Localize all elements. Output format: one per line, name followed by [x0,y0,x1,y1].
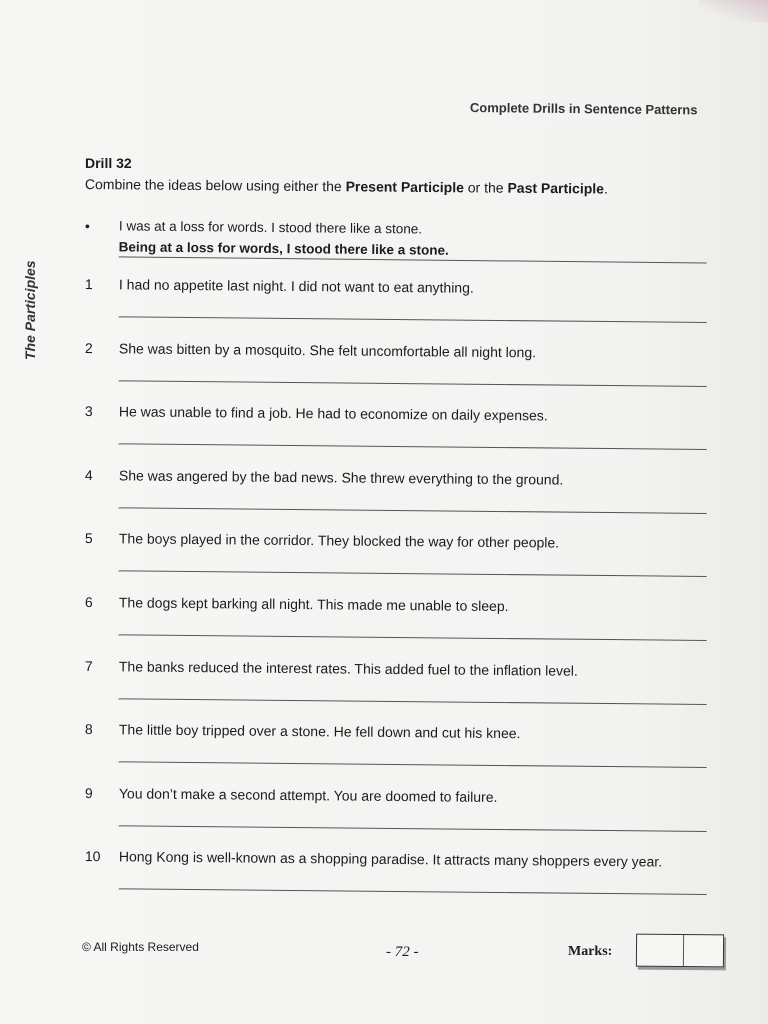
exercise-number: 3 [84,403,93,420]
answer-line[interactable] [119,571,707,578]
exercise-prompt: The dogs kept barking all night. This made me unable to sleep. [118,594,509,615]
exercise-item [84,785,725,851]
answer-line[interactable] [119,889,707,896]
exercise-item [84,403,725,469]
exercise-number: 5 [84,530,93,547]
exercise-number: 2 [84,339,93,356]
marks-box[interactable] [636,934,724,968]
instruction-past-participle: Past Participle [507,179,605,197]
example-answer: Being at a loss for words, I stood there like a stone. [118,239,449,258]
exercise-number: 8 [84,721,93,738]
exercise-item [84,276,725,342]
answer-line[interactable] [119,507,707,514]
exercise-prompt: She was angered by the bad news. She threw everything to the ground. [118,467,564,488]
instruction-text-pre: Combine the ideas below using either the [84,176,346,195]
exercise-number: 4 [84,466,93,483]
copyright-notice: © All Rights Reserved [82,940,199,954]
exercise-item [84,721,725,787]
exercise-number: 7 [84,657,93,674]
example-item [84,218,710,258]
drill-instruction [85,176,608,197]
exercise-item [84,658,725,724]
exercise-prompt: The banks reduced the interest rates. This added fuel to the inflation level. [118,657,578,679]
exercise-prompt: She was bitten by a mosquito. She felt uncomfortable all night long. [118,339,537,360]
exercise-item [84,530,725,596]
answer-line[interactable] [119,444,707,451]
exercise-prompt: The boys played in the corridor. They blocked the way for other people. [118,530,560,551]
answer-line[interactable] [119,380,707,387]
page-corner-shadow [698,0,768,22]
answer-line[interactable] [119,825,707,832]
exercise-number: 9 [84,784,93,801]
exercise-item [84,340,725,406]
exercise-prompt: You don’t make a second attempt. You are doomed to failure. [118,785,498,805]
exercise-item [84,594,725,660]
exercise-prompt: The little boy tripped over a stone. He fell down and cut his knee. [118,721,521,742]
instruction-present-participle: Present Participle [345,178,464,196]
running-head: Complete Drills in Sentence Patterns [469,100,698,118]
side-chapter-title: The Participles [22,260,38,360]
marks-label: Marks: [568,944,613,959]
exercise-prompt: Hong Kong is well-known as a shopping paradise. It attracts many shoppers every year. [118,848,663,870]
example-bullet: • [84,218,90,235]
exercise-number: 6 [84,594,93,611]
answer-line[interactable] [119,762,707,769]
exercise-prompt: He was unable to find a job. He had to economize on daily expenses. [118,403,548,424]
answer-line[interactable] [119,634,707,641]
marks-box-divider [683,935,684,966]
instruction-text-post: . [603,180,608,197]
drill-title: Drill 32 [85,155,132,171]
instruction-text-mid: or the [463,179,508,196]
page-number: - 72 - [386,944,419,960]
example-prompt: I was at a loss for words. I stood there like a stone. [118,218,423,237]
exercise-number: 1 [84,276,93,293]
exercise-number: 10 [84,848,101,865]
exercise-item [84,467,725,533]
exercise-item [84,848,725,914]
answer-line[interactable] [119,698,707,705]
exercise-prompt: I had no appetite last night. I did not want to eat anything. [118,276,474,296]
answer-line[interactable] [119,316,707,323]
